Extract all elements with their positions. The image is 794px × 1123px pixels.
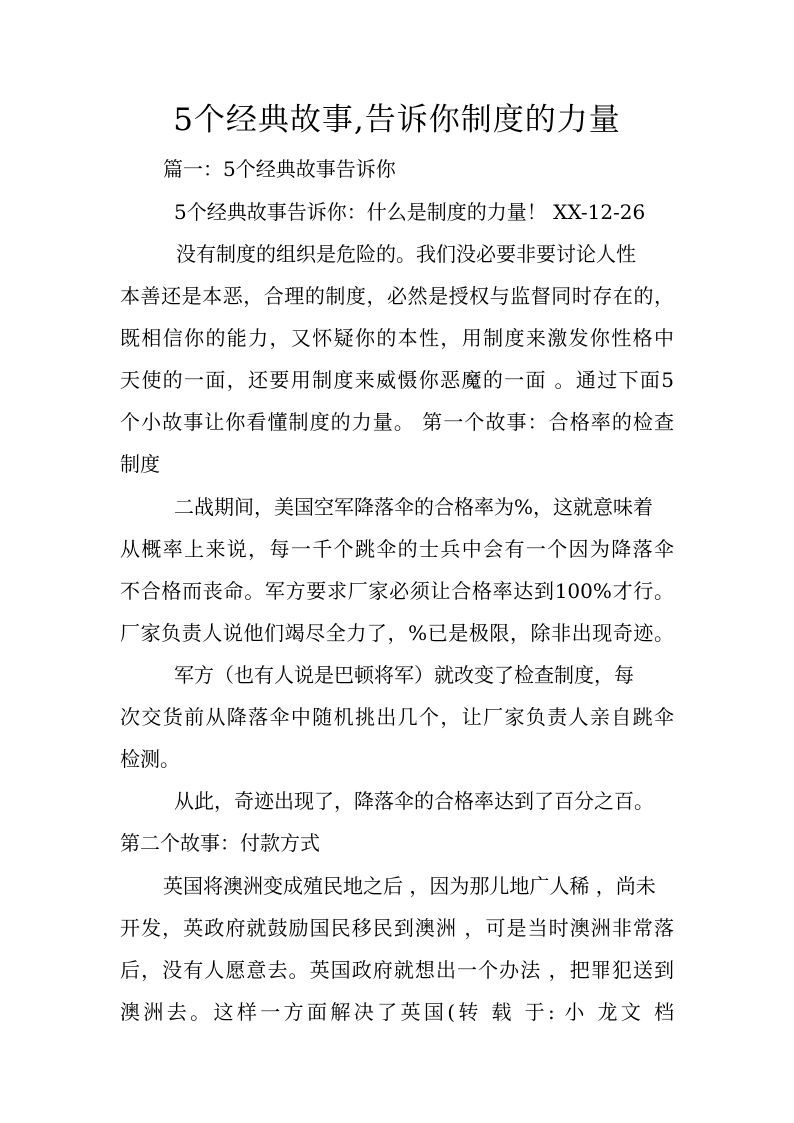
body-line-1: 没有制度的组织是危险的。我们没必要非要讨论人性 (176, 242, 636, 266)
body-line-11: 军方（也有人说是巴顿将军）就改变了检查制度，每 (174, 663, 634, 687)
subtitle-line: 5个经典故事告诉你：什么是制度的力量！ XX-12-26 (174, 200, 646, 224)
body-line-15: 第二个故事：付款方式 (120, 831, 320, 855)
body-line-18: 后，没有人愿意去。英国政府就想出一个办法 ，把罪犯送到 (120, 958, 674, 982)
body-line-13: 检测。 (120, 747, 180, 771)
document-title: 5个经典故事,告诉你制度的力量 (173, 102, 621, 138)
body-line-10: 厂家负责人说他们竭尽全力了，%已是极限，除非出现奇迹。 (120, 621, 674, 645)
body-line-12: 次交货前从降落伞中随机挑出几个，让厂家负责人亲自跳伞 (120, 705, 674, 729)
body-line-5: 个小故事让你看懂制度的力量。 第一个故事：合格率的检查 (120, 410, 674, 434)
body-line-6: 制度 (120, 452, 160, 476)
body-line-8: 从概率上来说，每一千个跳伞的士兵中会有一个因为降落伞 (120, 537, 674, 561)
section-heading: 篇一：5个经典故事告诉你 (163, 157, 396, 181)
body-line-17: 开发，英政府就鼓励国民移民到澳洲 ，可是当时澳洲非常落 (120, 916, 674, 940)
body-line-16: 英国将澳洲变成殖民地之后 ，因为那儿地广人稀 ，尚未 (163, 874, 656, 898)
body-line-3: 既相信你的能力，又怀疑你的本性，用制度来激发你性格中 (120, 326, 674, 350)
body-line-9: 不合格而丧命。军方要求厂家必须让合格率达到100%才行。 (120, 579, 674, 603)
body-line-19: 澳洲去。这样一方面解决了英国(转 载 于: 小 龙文 档 (120, 1000, 674, 1024)
body-line-14: 从此，奇迹出现了，降落伞的合格率达到了百分之百。 (174, 789, 654, 813)
body-line-4: 天使的一面，还要用制度来威慑你恶魔的一面 。通过下面5 (120, 368, 674, 392)
body-line-7: 二战期间，美国空军降落伞的合格率为%，这就意味着 (174, 495, 654, 519)
body-line-2: 本善还是本恶，合理的制度，必然是授权与监督同时存在的， (120, 284, 674, 308)
